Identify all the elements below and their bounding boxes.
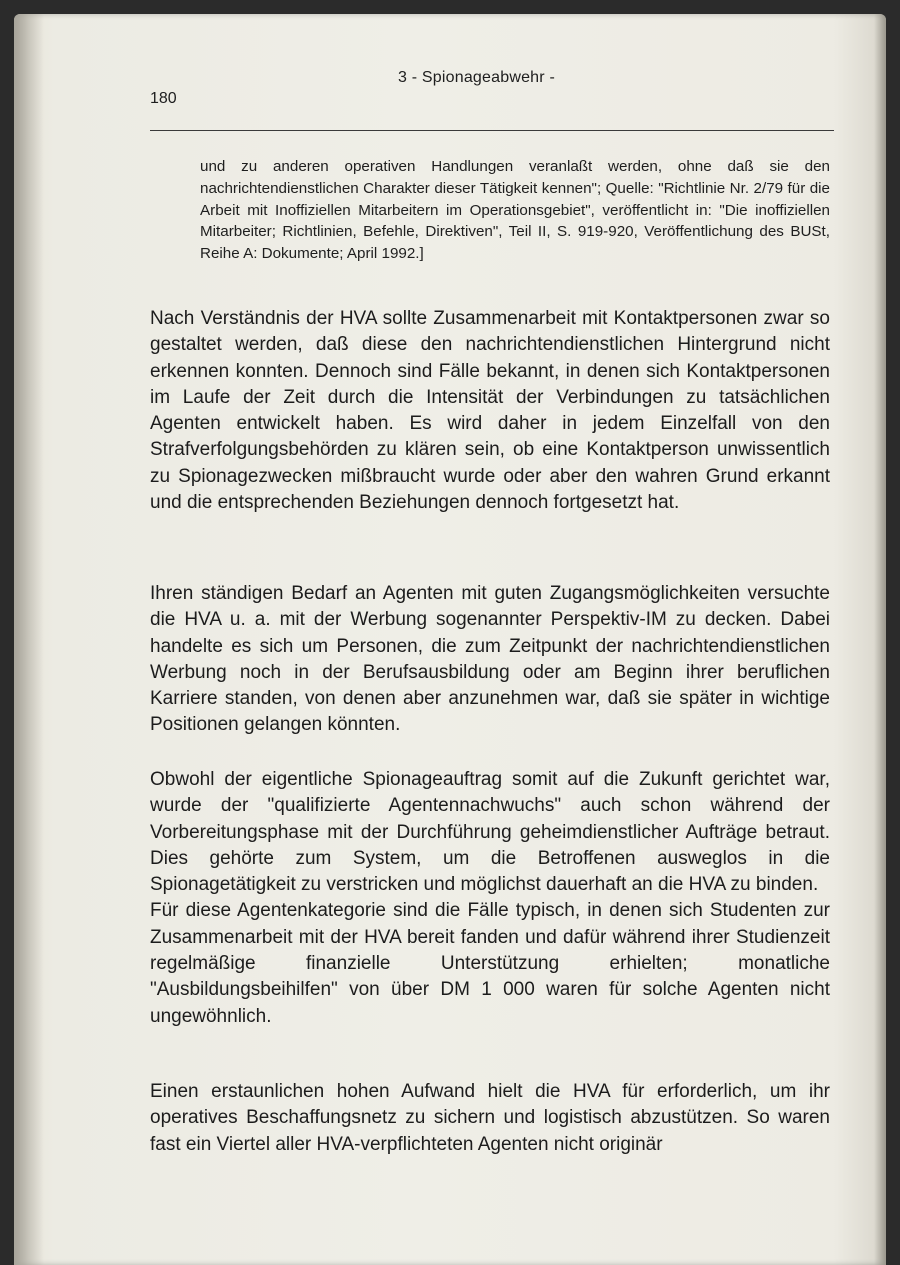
- running-head: 3 - Spionageabwehr -: [398, 69, 555, 86]
- page-number: 180: [150, 90, 177, 107]
- header-rule: [150, 130, 834, 131]
- footnote-continuation: und zu anderen operativen Handlungen veranlaßt werden, ohne daß sie den nachrichtendienstlichen Charakter dieser Tätigkeit kennen"; Quelle: "Richtlinie Nr. 2/79 für die Arbeit mit Inoffiziellen Mitarbeitern im Operationsgebiet", veröffentlicht in: "Die inoffiziellen Mitarbeiter; Richtlinien, Befehle, Direktiven", Teil II, S. 919-920, Veröffentlichung des BUSt, Reihe A: Dokumente; April 1992.]: [200, 158, 830, 263]
- paragraph-2: Ihren ständigen Bedarf an Agenten mit guten Zugangsmöglichkeiten versuchte die HVA u. a. mit der Werbung sogenannter Perspektiv-IM zu decken. Dabei handelte es sich um Personen, die zum Zeitpunkt der nachrichtendienstlichen Werbung noch in der Berufsausbildung oder am Beginn ihrer beruflichen Karriere standen, von denen aber anzunehmen war, daß sie später in wichtige Positionen gelangen könnten.: [150, 583, 830, 736]
- paragraph-4: Einen erstaunlichen hohen Aufwand hielt die HVA für erforderlich, um ihr operatives Beschaffungsnetz zu sichern und logistisch abzustützen. So waren fast ein Viertel aller HVA-verpflichteten Agenten nicht originär: [150, 1081, 830, 1155]
- paragraph-1: Nach Verständnis der HVA sollte Zusammenarbeit mit Kontaktpersonen zwar so gestaltet werden, daß diese den nachrichtendienstlichen Hintergrund nicht erkennen konnten. Dennoch sind Fälle bekannt, in denen sich Kontaktpersonen im Laufe der Zeit durch die Intensität der Verbindungen zu tatsächlichen Agenten entwickelt haben. Es wird daher in jedem Einzelfall von den Strafverfolgungsbehörden zu klären sein, ob eine Kontaktperson unwissentlich zu Spionagezwecken mißbraucht wurde oder aber den wahren Grund erkannt und die entsprechenden Beziehungen dennoch fortgesetzt hat.: [150, 308, 830, 514]
- book-page: [14, 14, 886, 1265]
- page-spine-shadow: [14, 14, 44, 1265]
- page-edge-shadow: [874, 14, 886, 1265]
- paragraph-3: Obwohl der eigentliche Spionageauftrag somit auf die Zukunft gerichtet war, wurde der "qualifizierte Agentennachwuchs" auch schon während der Vorbereitungsphase mit der Durchführung geheimdienstlicher Aufträge betraut. Dies gehörte zum System, um die Betroffenen ausweglos in die Spionagetätigkeit zu verstricken und möglichst dauerhaft an die HVA zu binden. Für diese Agentenkategorie sind die Fälle typisch, in denen sich Studenten zur Zusammenarbeit mit der HVA bereit fanden und dafür während ihrer Studienzeit regelmäßige finanzielle Unterstützung erhielten; monatliche "Ausbildungsbeihilfen" von über DM 1 000 waren für solche Agenten nicht ungewöhnlich.: [150, 769, 830, 1027]
